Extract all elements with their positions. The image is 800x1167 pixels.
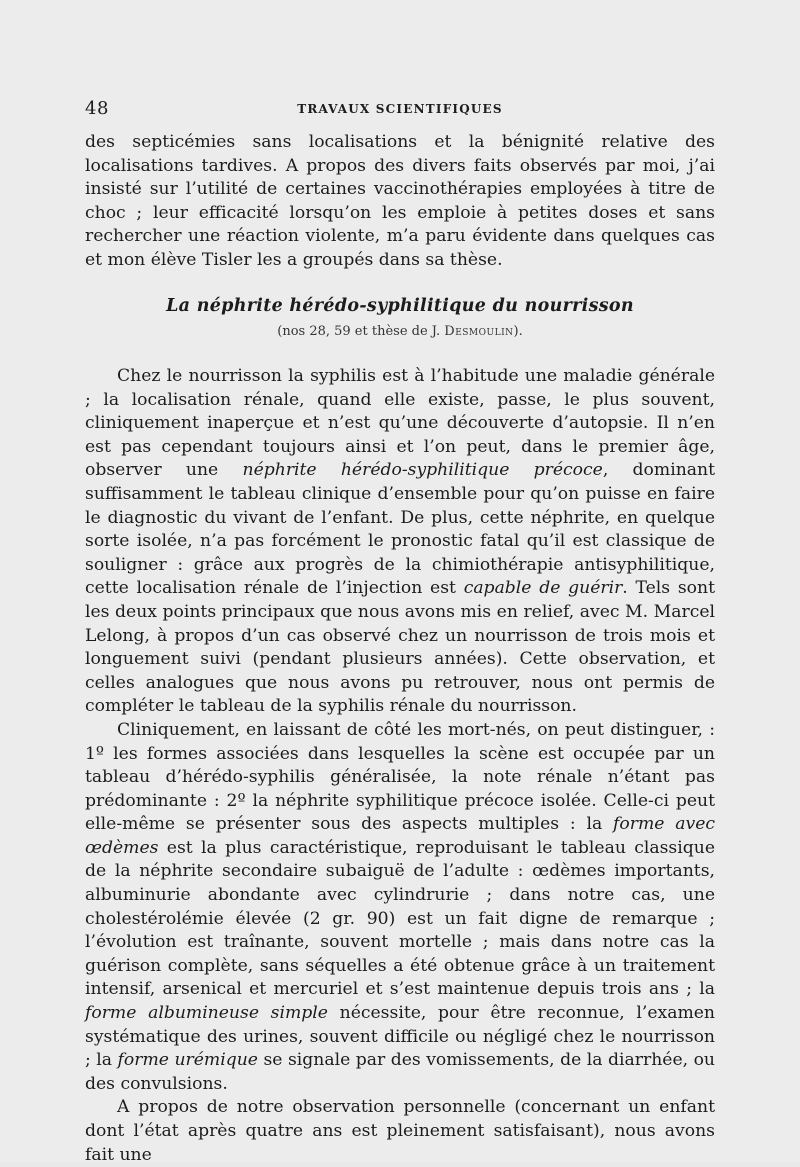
section-note-author: Desmoulin [444,324,514,339]
p3-part1: Cliniquement, en laissant de côté les mort-nés, on peut distinguer, : 1º les formes associées dans lesquelles la scène est occupée par un tableau d’hérédo-syphilis généralisée, la note rénale n’étant pas prédominante : 2º la néphrite syphilitique précoce isolée. Celle-ci peut elle-même se présenter sous des aspects multiples : la [85,719,715,835]
paragraph-observation: A propos de notre observation personnelle (concernant un enfant dont l’état après quatre ans est pleinement satisfaisant), nous avons fait une [85,1097,715,1165]
paragraph-nourrisson [85,365,715,719]
p2-part3: . Tels sont les deux points principaux que nous avons mis en relief, avec M. Marcel Lelong, à propos d’un cas observé chez un nourrisson de trois mois et longuement suivi (pendant plusieurs années). Cette observation, et celles analogues que nous avons pu retrouver, nous ont permis de compléter le tableau de la syphilis rénale du nourrisson. [85,578,715,717]
p3-emphasis-uremique: forme urémique [117,1050,258,1071]
p3-emphasis-albumineuse: forme albumineuse simple [85,1003,328,1024]
p2-emphasis-nephrite: néphrite hérédo-syphilitique précoce [242,460,603,481]
section-note-prefix: (nos 28, 59 et thèse de J. [277,324,445,339]
p3-part4: se signale par des vomissements, de la diarrhée, ou des convulsions. [85,1050,716,1094]
intro-paragraph: des septicémies sans localisations et la bénignité relative des localisations tardives. A propos des divers faits observés par moi, j’ai insisté sur l’utilité de certaines vaccinothérapies employées à titre de choc ; leur efficacité lorsqu’on les emploie à petites doses et sans rechercher une réaction violente, m’a paru évidente dans quelques cas et mon élève Tisler les a groupés dans sa thèse. [85,132,715,270]
page-number: 48 [85,98,109,119]
running-head [85,98,715,122]
p3-part3: nécessite, pour être reconnue, l’examen systématique des urines, souvent difficile ou négligé chez le nourrisson ; la [85,1003,716,1071]
p3-part2: est la plus caractéristique, reproduisant le tableau classique de la néphrite secondaire subaiguë de l’adulte : œdèmes importants, albuminurie abondante avec cylindrurie ; dans notre cas, une cholestérolémie élevée (2 gr. 90) est un fait digne de remarque ; l’évolution est traînante, souvent mortelle ; mais dans notre cas la guérison complète, sans séquelles a été obtenue grâce à un traitement intensif, arsenical et mercuriel et s’est maintenue depuis trois ans ; la [85,837,715,1000]
section-title: La néphrite hérédo-syphilitique du nourrisson [166,296,634,316]
p3-emphasis-oedemes: forme avec œdèmes [85,814,715,858]
paragraph-cliniquement [85,719,715,1097]
intro-text-block [85,131,715,273]
main-text-block [85,365,715,1167]
section-note-suffix: ). [513,324,523,339]
p2-part2: , dominant suffisamment le tableau clinique d’ensemble pour qu’on puisse en faire le diagnostic du vivant de l’enfant. De plus, cette néphrite, en quelque sorte isolée, n’a pas forcément le pronostic fatal qu’il est classique de souligner : grâce aux progrès de la chimiothérapie antisyphilitique, cette localisation rénale de l’injection est [85,460,715,599]
p2-emphasis-guerir: capable de guérir [463,578,623,599]
section-reference-note [85,324,715,339]
p2-part1: Chez le nourrisson la syphilis est à l’habitude une maladie générale ; la localisation rénale, quand elle existe, passe, le plus souvent, cliniquement inaperçue et n’est qu’une découverte d’autopsie. Il n’en est pas cependant toujours ainsi et l’on peut, dans le premier âge, observer une [85,366,715,481]
running-title: TRAVAUX SCIENTIFIQUES [297,102,503,116]
